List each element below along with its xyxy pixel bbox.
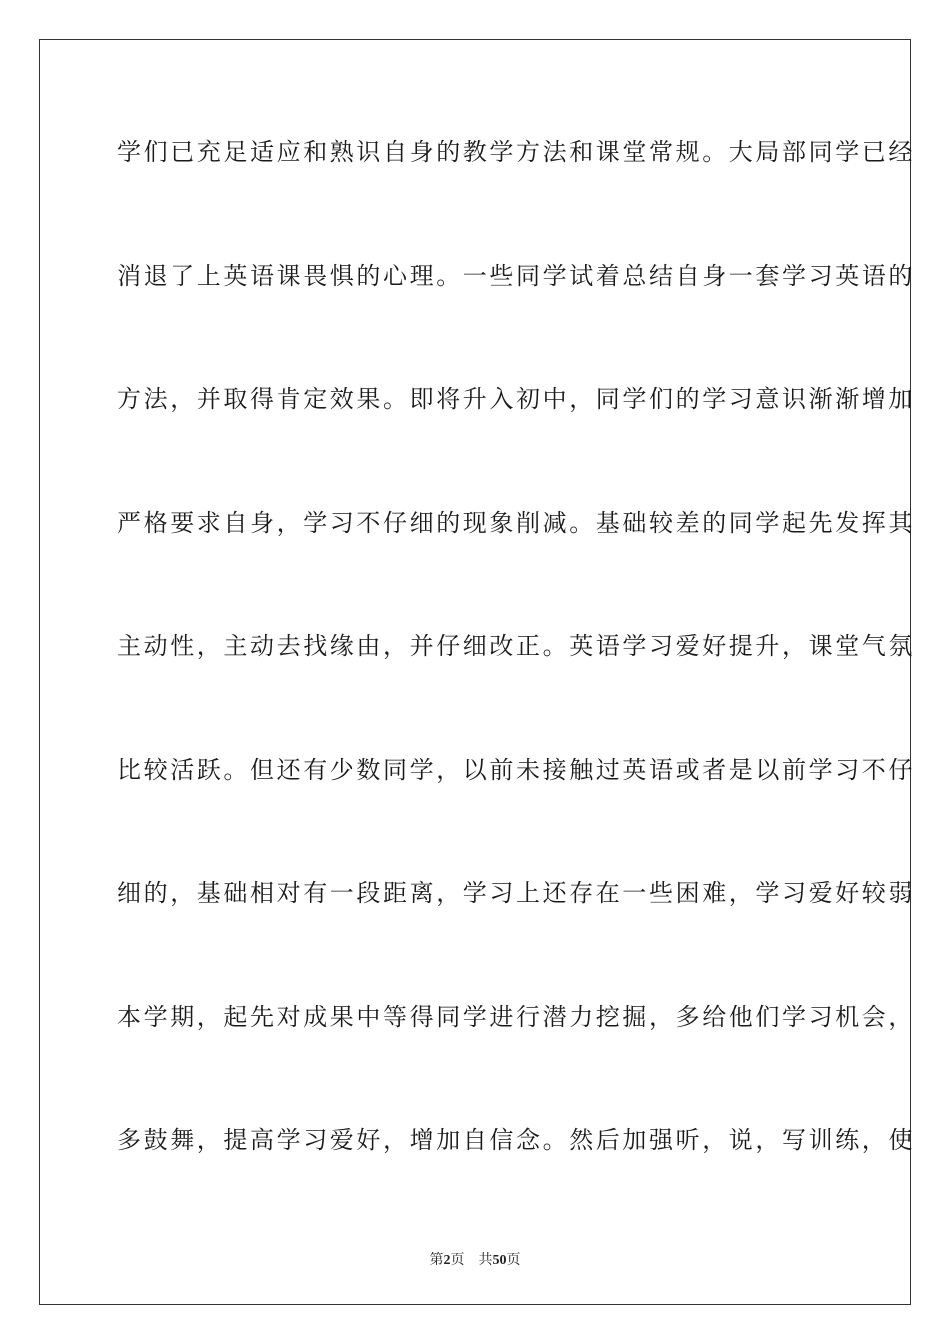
text-line: 学们已充足适应和熟识自身的教学方法和课堂常规。大局部同学已经 [117, 138, 915, 166]
page-number: 2 [443, 1253, 451, 1268]
document-body [117, 126, 915, 1238]
total-pages: 50 [492, 1253, 507, 1268]
text-line: 细的，基础相对有一段距离，学习上还存在一些困难，学习爱好较弱 [117, 879, 915, 907]
text-line: 多鼓舞，提高学习爱好，增加自信念。然后加强听，说，写训练，使 [117, 1126, 915, 1154]
text-line: 本学期，起先对成果中等得同学进行潜力挖掘，多给他们学习机会， [117, 1002, 915, 1031]
text-line: 主动性，主动去找缘由，并仔细改正。英语学习爱好提升，课堂气氛 [117, 632, 915, 660]
text-line: 消退了上英语课畏惧的心理。一些同学试着总结自身一套学习英语的 [117, 261, 915, 290]
text-line: 方法，并取得肯定效果。即将升入初中，同学们的学习意识渐渐增加 [117, 385, 915, 413]
total-pages-label: 共50页 [478, 1252, 521, 1268]
page-footer [0, 1249, 950, 1269]
text-line: 严格要求自身，学习不仔细的现象削减。基础较差的同学起先发挥其 [117, 508, 915, 537]
page-number-label: 第2页 [429, 1252, 465, 1268]
text-line: 比较活跃。但还有少数同学，以前未接触过英语或者是以前学习不仔 [117, 755, 915, 784]
